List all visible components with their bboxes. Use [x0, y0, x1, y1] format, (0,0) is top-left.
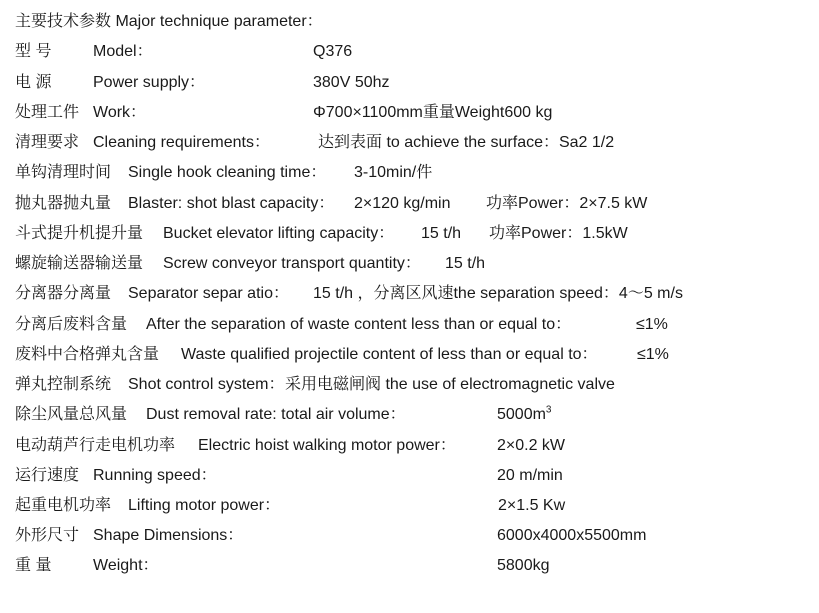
row-label-en: Work： — [93, 104, 147, 121]
row-label: 起重电机功率 — [15, 497, 112, 514]
row-label: 电 源 — [15, 74, 52, 91]
row-label-en: Dust removal rate: total air volume： — [146, 406, 406, 423]
row-label: 外形尺寸 — [15, 527, 80, 544]
row-label-en: Running speed： — [93, 467, 217, 484]
row-label: 斗式提升机提升量 — [15, 225, 144, 242]
row-label: 除尘风量总风量 — [15, 406, 128, 423]
row-label-en: Cleaning requirements： — [93, 134, 270, 151]
row-label: 型 号 — [15, 43, 52, 60]
row-label-en: Lifting motor power： — [128, 497, 281, 514]
row-label: 弹丸控制系统 — [15, 376, 112, 393]
row-label-en: Shape Dimensions： — [93, 527, 244, 544]
row-value: 采用电磁闸阀 the use of electromagnetic valve — [285, 376, 615, 393]
row-value: ≤1% — [637, 346, 669, 363]
row-label: 清理要求 — [15, 134, 80, 151]
row-label-en: Model： — [93, 43, 153, 60]
row-label: 废料中合格弹丸含量 — [15, 346, 160, 363]
row-label: 重 量 — [15, 557, 52, 574]
row-label-en: Bucket elevator lifting capacity： — [163, 225, 395, 242]
row-label-en: Electric hoist walking motor power： — [198, 437, 456, 454]
row-label: 螺旋输送器输送量 — [15, 255, 144, 272]
row-label-en: Single hook cleaning time： — [128, 164, 327, 181]
row-label-en: Screw conveyor transport quantity： — [163, 255, 421, 272]
row-label-en: Shot control system： — [128, 376, 285, 393]
row-label-en: After the separation of waste content less than or equal to： — [146, 316, 572, 333]
row-value: 15 t/h — [421, 225, 462, 242]
row-extra: 功率Power：1.5kW — [489, 225, 628, 242]
row-value: 5800kg — [497, 557, 550, 574]
row-value: ≤1% — [636, 316, 668, 333]
row-label-en: Weight： — [93, 557, 159, 574]
row-label-en: Separator separ atio： — [128, 285, 289, 302]
row-label: 电动葫芦行走电机功率 — [15, 437, 176, 454]
row-label-en: Power supply： — [93, 74, 206, 91]
row-value: 15 t/h — [445, 255, 486, 272]
row-value: 380V 50hz — [313, 74, 390, 91]
row-label-en: Blaster: shot blast capacity： — [128, 195, 335, 212]
row-value: Φ700×1100mm重量Weight600 kg — [313, 104, 553, 121]
row-value: 3-10min/件 — [354, 164, 433, 181]
row-extra: 功率Power：2×7.5 kW — [486, 195, 648, 212]
row-value-number: 5000m — [497, 406, 546, 423]
row-value: 达到表面 to achieve the surface：Sa2 1/2 — [318, 134, 615, 151]
row-label: 处理工件 — [15, 104, 80, 121]
row-value: 15 t/h ，分离区风速the separation speed：4～5 m/s — [313, 285, 683, 302]
row-label: 抛丸器抛丸量 — [15, 195, 112, 212]
row-value — [497, 403, 551, 427]
row-value: 6000x4000x5500mm — [497, 527, 647, 544]
row-value: 2×1.5 Kw — [498, 497, 566, 514]
row-label-en: Waste qualified projectile content of less than or equal to： — [181, 346, 598, 363]
row-label: 单钩清理时间 — [15, 164, 112, 181]
row-value-exponent: 3 — [545, 404, 552, 416]
row-label: 分离后废料含量 — [15, 316, 128, 333]
row-value: 2×120 kg/min — [354, 195, 451, 212]
row-label: 运行速度 — [15, 467, 80, 484]
row-value: 20 m/min — [497, 467, 563, 484]
row-value: Q376 — [313, 43, 353, 60]
spec-title-text: 主要技术参数 Major technique parameter： — [15, 13, 323, 30]
row-label: 分离器分离量 — [15, 285, 112, 302]
row-value: 2×0.2 kW — [497, 437, 566, 454]
